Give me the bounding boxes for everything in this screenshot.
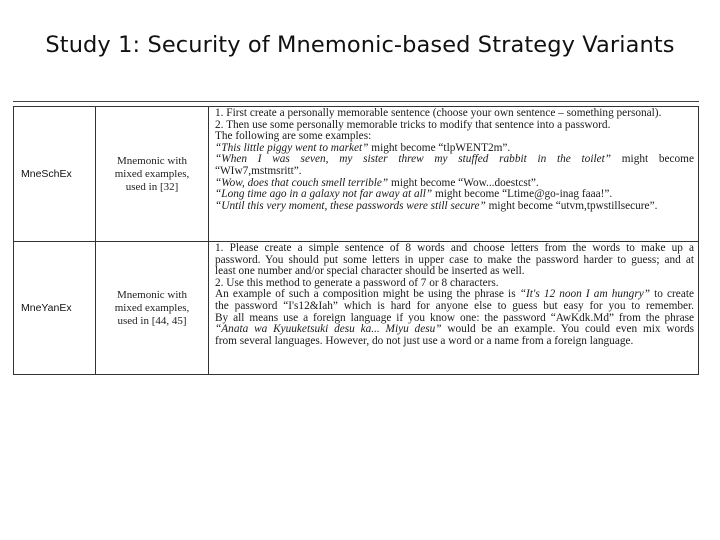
- instruction-text: the password “I's12&Iah” which is hard for anyone else to guess but easy for you to remember.: [215, 300, 694, 312]
- instruction-text: to create: [650, 289, 694, 301]
- instructions-cell: [209, 242, 699, 375]
- instruction-text: 1. First create a personally memorable sentence (choose your own sentence – something personal).: [215, 108, 662, 119]
- instruction-text: would be an example. You could even mix words: [441, 324, 694, 336]
- instruction-text: An example of such a composition might be using the phrase is: [215, 289, 520, 301]
- instruction-text: password. You should put some letters in upper case to make the password harder to guess; and at: [215, 254, 694, 266]
- instruction-text: might become “Ltime@go-inag faaa!”.: [432, 189, 613, 201]
- instruction-line: [215, 154, 694, 166]
- example-phrase: “Anata wa Kyuuketsuki desu ka... Miyu desu”: [215, 324, 442, 336]
- instruction-line: [215, 166, 694, 178]
- example-phrase: “It's 12 noon I am hungry”: [519, 289, 651, 301]
- strategy-id-cell: [14, 242, 96, 375]
- instruction-line: [215, 201, 694, 213]
- strategy-desc-cell: [96, 242, 209, 375]
- instruction-line: [215, 289, 694, 301]
- instruction-text: least one number and/or special character should be inserted as well.: [215, 266, 525, 278]
- instruction-text: from several languages. However, do not just use a word or a name from a foreign language.: [215, 335, 634, 347]
- page-title: Study 1: Security of Mnemonic-based Strategy Variants: [45, 32, 675, 58]
- example-phrase: “Wow, does that couch smell terrible”: [215, 177, 389, 189]
- example-phrase: “Until this very moment, these passwords were still secure”: [215, 200, 486, 212]
- instruction-line: [215, 178, 694, 190]
- example-phrase: “This little piggy went to market”: [215, 142, 369, 154]
- table-row: [14, 242, 699, 375]
- strategy-id: MneSchEx: [21, 168, 72, 180]
- example-phrase: “When I was seven, my sister threw my stuffed rabbit in the toilet”: [215, 154, 612, 166]
- instruction-line: [215, 143, 694, 155]
- instruction-text: 2. Use this method to generate a password of 7 or 8 characters.: [215, 277, 499, 289]
- strategy-id: MneYanEx: [21, 302, 72, 314]
- instruction-text: The following are some examples:: [215, 131, 372, 143]
- instruction-text: “WIw7,mstmsritt”.: [215, 165, 302, 177]
- instruction-line: [215, 189, 694, 201]
- instruction-line: [215, 131, 694, 143]
- instructions-cell: [209, 107, 699, 242]
- instruction-text: By all means use a foreign language if you know one: the password “AwKdk.Md” from the phrase: [215, 312, 694, 324]
- instruction-text: might become: [611, 154, 694, 166]
- strategy-id-cell: [14, 107, 96, 242]
- desc-line: used in [32]: [125, 180, 179, 193]
- desc-line: mixed examples,: [114, 167, 190, 180]
- instruction-line: [215, 324, 694, 336]
- instruction-text: 2. Then use some personally memorable tricks to modify that sentence into a password.: [215, 119, 611, 131]
- desc-line: used in [44, 45]: [117, 314, 187, 327]
- instruction-line: [215, 336, 694, 348]
- example-phrase: “Long time ago in a galaxy not far away at all”: [215, 189, 433, 201]
- instruction-line: [215, 301, 694, 313]
- strategy-table: [13, 106, 699, 376]
- desc-line: Mnemonic with: [117, 288, 187, 301]
- instruction-line: [215, 243, 694, 255]
- instruction-text: 1. Please create a simple sentence of 8 words and choose letters from the words to make up a: [215, 243, 694, 254]
- instruction-text: might become “tlpWENT2m”.: [368, 142, 511, 154]
- instruction-text: might become “Wow...doestcst”.: [388, 177, 539, 189]
- strategy-desc-cell: [96, 107, 209, 242]
- instruction-line: [215, 120, 694, 132]
- table-row: [14, 107, 699, 242]
- instruction-line: [215, 278, 694, 290]
- desc-line: mixed examples,: [114, 301, 190, 314]
- instruction-line: [215, 313, 694, 325]
- instruction-line: [215, 255, 694, 267]
- instruction-line: [215, 266, 694, 278]
- table-top-rule: [13, 101, 699, 102]
- instruction-text: might become “utvm,tpwstillsecure”.: [485, 200, 658, 212]
- desc-line: Mnemonic with: [117, 154, 187, 167]
- instruction-line: [215, 108, 694, 120]
